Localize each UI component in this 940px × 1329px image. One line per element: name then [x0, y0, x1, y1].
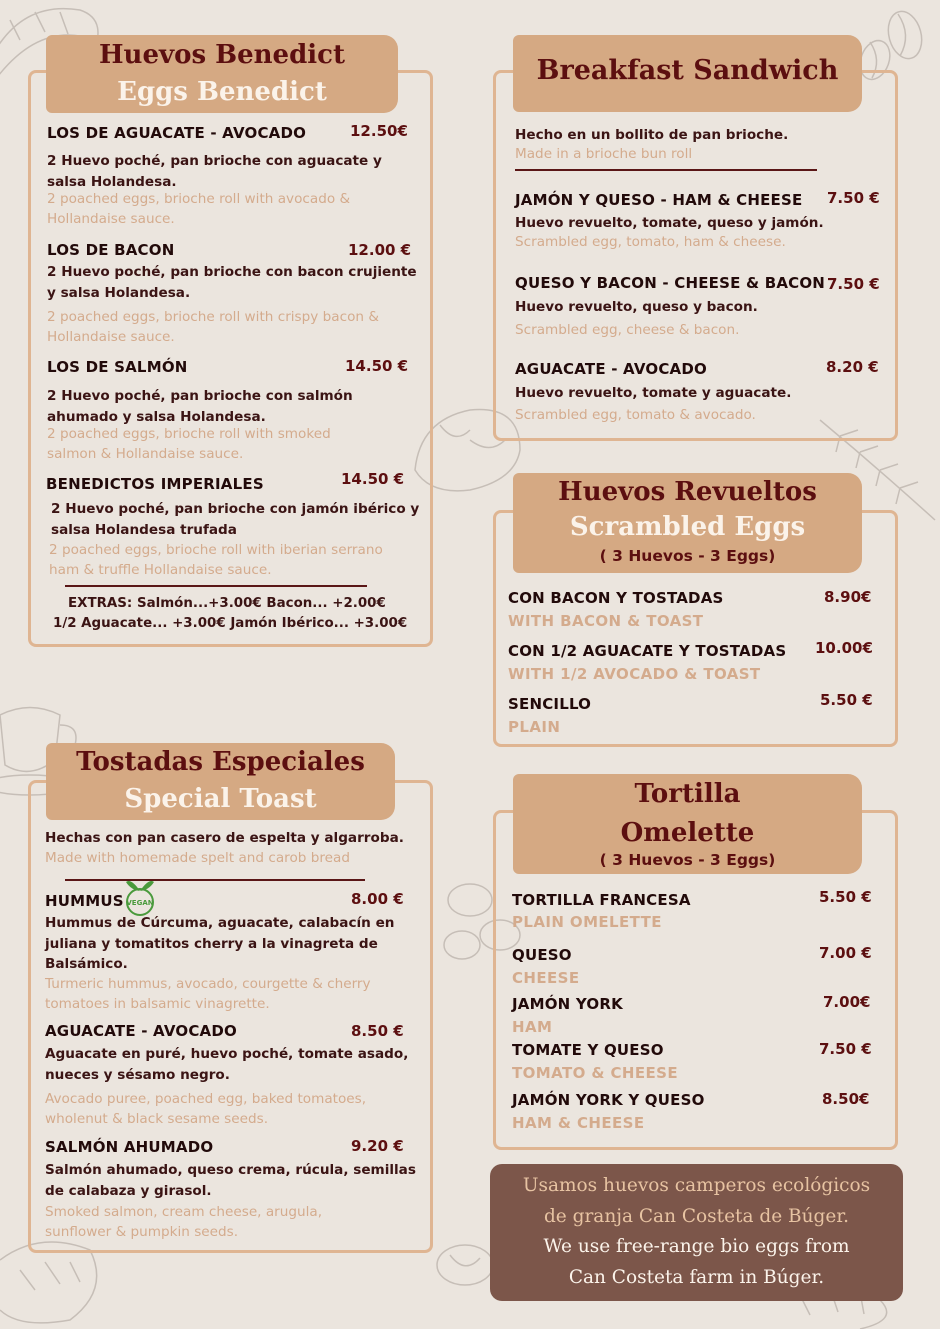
benedict-item-price: 14.50 € — [345, 357, 409, 375]
toast-title-es: Tostadas Especiales — [76, 747, 365, 777]
omelette-item-en: TOMATO & CHEESE — [512, 1064, 678, 1082]
note-line-en-2: Can Costeta farm in Búger. — [568, 1266, 825, 1288]
omelette-item-name: TOMATE Y QUESO — [512, 1041, 664, 1059]
benedict-item-en: 2 poached eggs, brioche roll with iberian serrano ham & truffle Hollandaise sauce. — [49, 542, 383, 578]
scrambled-item-price: 8.90€ — [824, 588, 872, 606]
sandwich-item-name: AGUACATE - AVOCADO — [515, 360, 707, 378]
sandwich-item-desc: Huevo revuelto, queso y bacon. — [515, 299, 758, 315]
omelette-item-en: HAM & CHEESE — [512, 1114, 645, 1132]
toast-item-en: Avocado puree, poached egg, baked tomatoes, wholenut & black sesame seeds. — [45, 1091, 367, 1127]
toast-item-desc: Salmón ahumado, queso crema, rúcula, semillas de calabaza y girasol. — [45, 1162, 416, 1199]
toast-divider — [65, 879, 365, 881]
benedict-item-en: 2 poached eggs, brioche roll with crispy bacon & Hollandaise sauce. — [47, 309, 379, 345]
toast-item-desc: Hummus de Cúrcuma, aguacate, calabacín en juliana y tomatitos cherry a la vinagreta de Balsámico. — [45, 915, 395, 972]
omelette-item-price: 7.00 € — [819, 944, 872, 962]
scrambled-item-name: CON 1/2 AGUACATE Y TOSTADAS — [508, 642, 787, 660]
omelette-title-en: Omelette — [620, 818, 755, 848]
sandwich-header — [513, 35, 862, 112]
omelette-item-price: 8.50€ — [822, 1090, 870, 1108]
benedict-item-desc: 2 Huevo poché, pan brioche con salmón ahumado y salsa Holandesa. — [47, 388, 353, 425]
benedict-item-name: BENEDICTOS IMPERIALES — [46, 475, 264, 493]
omelette-item-price: 7.50 € — [819, 1040, 872, 1058]
omelette-item-price: 7.00€ — [823, 993, 871, 1011]
benedict-item-price: 14.50 € — [341, 470, 405, 488]
sandwich-item-desc: Huevo revuelto, tomate y aguacate. — [515, 385, 792, 401]
omelette-item-en: HAM — [512, 1018, 553, 1036]
benedict-item-en: 2 poached eggs, brioche roll with avocado & Hollandaise sauce. — [47, 191, 351, 227]
omelette-item-en: CHEESE — [512, 969, 580, 987]
omelette-item-en: PLAIN OMELETTE — [512, 913, 662, 931]
toast-intro-es: Hechas con pan casero de espelta y algarroba. — [45, 830, 404, 846]
toast-item-price: 8.50 € — [351, 1022, 404, 1040]
sandwich-intro-en: Made in a brioche bun roll — [515, 146, 693, 162]
scrambled-item-name: CON BACON Y TOSTADAS — [508, 589, 724, 607]
toast-item-price: 9.20 € — [351, 1137, 404, 1155]
toast-item-desc: Aguacate en puré, huevo poché, tomate asado, nueces y sésamo negro. — [45, 1046, 409, 1083]
sandwich-item-price: 8.20 € — [826, 358, 879, 376]
scrambled-item-price: 10.00€ — [815, 639, 873, 657]
sandwich-item-en: Scrambled egg, tomato, ham & cheese. — [515, 234, 786, 250]
benedict-item-name: LOS DE BACON — [47, 241, 175, 259]
benedict-extras-line-2: 1/2 Aguacate... +3.00€ Jamón Ibérico... +3.00€ — [53, 616, 408, 631]
toast-header — [46, 743, 395, 820]
omelette-subtitle: ( 3 Huevos - 3 Eggs) — [599, 851, 776, 869]
scrambled-item-en: PLAIN — [508, 718, 561, 736]
benedict-item-name: LOS DE AGUACATE - AVOCADO — [47, 124, 307, 142]
note-line-es-2: de granja Can Costeta de Búger. — [543, 1205, 850, 1227]
benedict-item-name: LOS DE SALMÓN — [47, 358, 188, 376]
omelette-item-price: 5.50 € — [819, 888, 872, 906]
free-range-eggs-note — [490, 1164, 903, 1301]
scrambled-header — [513, 473, 862, 573]
scrambled-title-en: Scrambled Eggs — [569, 512, 806, 542]
bread-sketch-bottom-left — [0, 1242, 97, 1323]
benedict-item-desc: 2 Huevo poché, pan brioche con jamón ibérico y salsa Holandesa trufada — [51, 501, 420, 538]
sandwich-item-price: 7.50 € — [827, 189, 880, 207]
benedict-item-desc: 2 Huevo poché, pan brioche con bacon crujiente y salsa Holandesa. — [47, 264, 417, 301]
sandwich-item-desc: Huevo revuelto, tomate, queso y jamón. — [515, 215, 824, 231]
toast-item-name: AGUACATE - AVOCADO — [45, 1022, 237, 1040]
benedict-title-es: Huevos Benedict — [98, 40, 345, 70]
omelette-header — [513, 774, 862, 874]
scrambled-item-name: SENCILLO — [508, 695, 592, 713]
note-line-es-1: Usamos huevos camperos ecológicos — [522, 1175, 871, 1196]
toast-item-en: Smoked salmon, cream cheese, arugula, sunflower & pumpkin seeds. — [45, 1204, 323, 1240]
scrambled-subtitle: ( 3 Huevos - 3 Eggs) — [599, 547, 776, 565]
omelette-title-es: Tortilla — [634, 779, 741, 809]
sandwich-divider — [515, 169, 817, 171]
sandwich-intro-es: Hecho en un bollito de pan brioche. — [515, 127, 789, 143]
sandwich-title: Breakfast Sandwich — [536, 55, 839, 86]
note-line-en-1: We use free-range bio eggs from — [543, 1236, 850, 1257]
scrambled-title-es: Huevos Revueltos — [558, 477, 817, 507]
benedict-item-price: 12.00 € — [348, 241, 412, 259]
omelette-item-name: QUESO — [512, 946, 572, 964]
toast-item-name: SALMÓN AHUMADO — [45, 1138, 214, 1156]
omelette-item-name: TORTILLA FRANCESA — [512, 891, 691, 909]
benedict-item-price: 12.50€ — [350, 122, 408, 140]
benedict-extras-line-1: EXTRAS: Salmón...+3.00€ Bacon... +2.00€ — [68, 596, 386, 611]
toast-item-name: HUMMUS — [45, 892, 124, 910]
sandwich-item-name: QUESO Y BACON - CHEESE & BACON — [515, 274, 826, 292]
scrambled-item-en: WITH BACON & TOAST — [508, 612, 704, 630]
toast-item-en: Turmeric hummus, avocado, courgette & cherry tomatoes in balsamic vinagrette. — [45, 976, 371, 1012]
toast-item-price: 8.00 € — [351, 890, 404, 908]
sandwich-item-price: 7.50 € — [827, 275, 880, 293]
benedict-divider — [65, 585, 367, 587]
toast-title-en: Special Toast — [124, 784, 317, 814]
benedict-header — [46, 35, 398, 113]
sandwich-item-name: JAMÓN Y QUESO - HAM & CHEESE — [515, 191, 803, 209]
scrambled-item-price: 5.50 € — [820, 691, 873, 709]
vegan-badge-icon — [123, 876, 157, 918]
omelette-item-name: JAMÓN YORK Y QUESO — [512, 1091, 705, 1109]
benedict-item-en: 2 poached eggs, brioche roll with smoked salmon & Hollandaise sauce. — [47, 426, 331, 462]
omelette-item-name: JAMÓN YORK — [512, 995, 623, 1013]
sandwich-item-en: Scrambled egg, cheese & bacon. — [515, 322, 740, 338]
scrambled-item-en: WITH 1/2 AVOCADO & TOAST — [508, 665, 761, 683]
sandwich-item-en: Scrambled egg, tomato & avocado. — [515, 407, 756, 423]
vegan-badge-text: VEGAN — [126, 899, 154, 907]
benedict-item-desc: 2 Huevo poché, pan brioche con aguacate y salsa Holandesa. — [47, 153, 382, 190]
toast-intro-en: Made with homemade spelt and carob bread — [45, 850, 350, 866]
bread-sketch-bottom-middle — [437, 1245, 493, 1285]
benedict-title-en: Eggs Benedict — [117, 77, 327, 107]
